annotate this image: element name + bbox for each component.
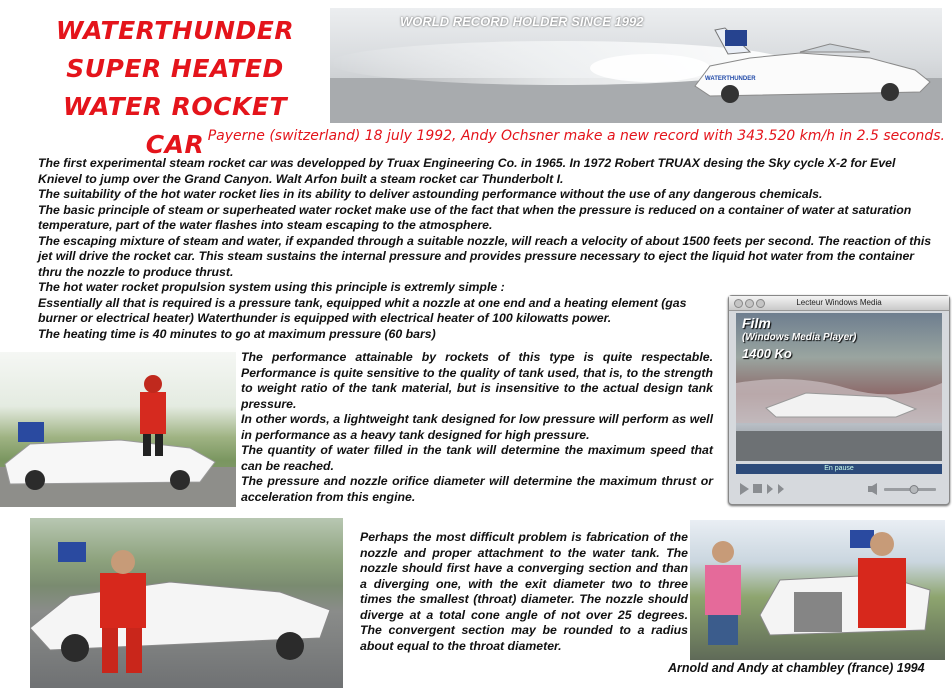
media-player-window[interactable] (728, 295, 950, 505)
intro-paragraph: The hot water rocket propulsion system using this principle is extremly simple : (38, 280, 505, 294)
performance-paragraph: The quantity of water filled in the tank will determine the maximum speed that can be reached. (241, 443, 713, 473)
player-window-title: Lecteur Windows Media (796, 298, 882, 307)
intro-paragraph: The heating time is 40 minutes to go at maximum pressure (60 bars) (38, 326, 436, 341)
player-titlebar[interactable] (729, 296, 949, 311)
driver-with-car-photo (0, 352, 236, 507)
performance-paragraph: The pressure and nozzle orifice diameter will determine the maximum thrust or acceleration from this engine. (241, 474, 713, 504)
photo-caption: Arnold and Andy at chambley (france) 1994 (668, 661, 925, 675)
driver-seated-image (30, 518, 343, 688)
window-buttons[interactable] (734, 299, 767, 313)
volume-handle (910, 486, 918, 494)
player-controls-graphic (736, 480, 942, 498)
driver-seated-photo (30, 518, 343, 688)
stop-icon (753, 484, 762, 493)
intro-paragraph: The first experimental steam rocket car was developped by Truax Engineering Co. in 1965. In 1972 Robert TRUAX desing the Sky cycle X-2 for Evel Knievel to jump over the Grand Canyon. Walt Arfon built a steam rocket car Thunderbolt I. (38, 156, 896, 186)
record-subtitle: Payerne (switzerland) 18 july 1992, Andy Ochsner make a new record with 343.520 km/h in 2.5 seconds. (207, 128, 945, 144)
intro-paragraph: The basic principle of steam or superheated water rocket make use of the fact that when the pressure is reduced on a container of water at saturation temperature, part of the water flashes into steam escaping to the atmosphere. (38, 202, 912, 232)
performance-text (241, 350, 713, 505)
previous-icon (767, 484, 773, 494)
record-holder-label: WORLD RECORD HOLDER SINCE 1992 (400, 14, 644, 29)
title-line-3: WATER ROCKET CAR (62, 92, 288, 159)
performance-paragraph: In other words, a lightweight tank designed for low pressure will perform as well in performance as a heavy tank designed for high pressure. (241, 412, 713, 442)
title-line-1: WATERTHUNDER (55, 16, 295, 45)
title-line-2: SUPER HEATED (66, 54, 284, 83)
intro-paragraph: The escaping mixture of steam and water, if expanded through a suitable nozzle, will reach a velocity of about 1500 feets per second. The reaction of this jet will drive the rocket car. This steam sustains the internal pressure and provides pressure necessary to eject the liquid hot water from the container thru the nozzle to produce thrust. (38, 233, 932, 279)
player-status-bar: En pause (736, 464, 942, 474)
nozzle-text: Perhaps the most difficult problem is fabrication of the nozzle and proper attachment to the water tank. The nozzle should first have a converging section and than a diverging one, with the exit diameter two to three times the smallest (throat) diameter. The nozzle should diverge at a total cone angle of not over 25 degrees. The convergent section may be rounded to a radius about equal to the throat diameter. (360, 530, 688, 653)
intro-paragraph: The suitability of the hot water rocket lies in its ability to deliver astounding performance without the use of any dangerous chemicals. (38, 187, 823, 201)
arnold-and-andy-image (690, 520, 945, 660)
file-size-label: 1400 Ko (742, 346, 792, 361)
driver-with-car-image (0, 352, 236, 507)
car-logo-text: WATERTHUNDER (705, 76, 756, 82)
volume-icon (868, 483, 877, 495)
performance-paragraph: The performance attainable by rockets of this type is quite respectable. Performance is quite sensitive to the quality of tank used, that is, to the strength to weight ratio of the tank material, but is insensitive to the actual design tank pressure. (241, 350, 713, 411)
film-label: Film (742, 315, 771, 331)
intro-paragraph: Essentially all that is required is a pressure tank, equipped whit a nozzle at one end and a heating element (gas burner or electrical heater) Waterthunder is equipped with electrical heater of 100 kilowatts power. (38, 295, 687, 325)
player-controls[interactable] (736, 480, 942, 498)
record-car-banner-image (330, 8, 942, 123)
play-icon (740, 483, 749, 495)
next-icon (778, 484, 784, 494)
arnold-and-andy-photo (690, 520, 945, 660)
player-name-label: (Windows Media Player) (742, 332, 857, 343)
film-video-frame[interactable] (736, 313, 942, 461)
